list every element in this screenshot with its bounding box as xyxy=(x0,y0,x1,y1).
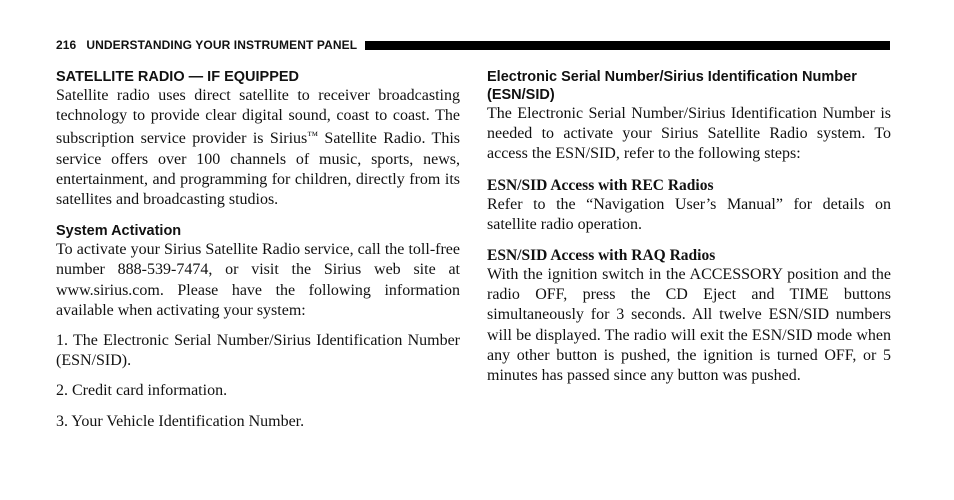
esn-sid-paragraph: The Electronic Serial Number/Sirius Identification Number is needed to activate your Sirius Satellite Radio system. To access the ESN/SID, refer to the following steps: xyxy=(487,105,891,163)
rec-radios-paragraph: Refer to the “Navigation User’s Manual” for details on satellite radio operation. xyxy=(487,195,891,233)
section-title-rec-radios: ESN/SID Access with REC Radios xyxy=(487,176,714,194)
step-esn-sid: 1. The Electronic Serial Number/Sirius Identification Number (ESN/SID). xyxy=(56,332,460,370)
page-header xyxy=(56,36,890,54)
intro-text-b: Satellite Radio. This service offers over 100 channels of music, sports, news, entertainment, and programming for children, directly from its satellites and broadcasting studios. xyxy=(56,130,460,209)
right-column xyxy=(487,68,891,386)
section-title-system-activation: System Activation xyxy=(56,223,182,240)
page-number: 216 xyxy=(56,38,77,52)
intro-paragraph xyxy=(56,86,460,210)
activation-paragraph: To activate your Sirius Satellite Radio service, call the toll-free number 888-539-7474, or visit the Sirius web site at www.sirius.com. Please have the following information available when activating your system: xyxy=(56,241,460,319)
section-title-raq-radios: ESN/SID Access with RAQ Radios xyxy=(487,247,716,265)
section-title-satellite-radio: SATELLITE RADIO — IF EQUIPPED xyxy=(56,69,300,85)
left-column xyxy=(56,68,460,432)
intro-text-a: Satellite radio uses direct satellite to receiver broadcasting technology to provide clear digital sound, coast to coast. The subscription service provider is Sirius xyxy=(56,87,460,148)
header-rule xyxy=(365,41,890,50)
raq-radios-paragraph: With the ignition switch in the ACCESSORY position and the radio OFF, press the CD Eject and TIME buttons simultaneously for 3 seconds. All twelve ESN/SID numbers will be displayed. The radio will exit the ESN/SID mode when any other button is pushed, the ignition is turned OFF, or 5 minutes has passed since any button was pushed. xyxy=(487,266,891,385)
step-vin: 3. Your Vehicle Identification Number. xyxy=(56,412,305,430)
running-head: UNDERSTANDING YOUR INSTRUMENT PANEL xyxy=(86,38,358,52)
step-credit-card: 2. Credit card information. xyxy=(56,382,228,400)
trademark-symbol: ™ xyxy=(307,130,319,143)
section-title-esn-sid: Electronic Serial Number/Sirius Identification Number (ESN/SID) xyxy=(487,69,857,103)
